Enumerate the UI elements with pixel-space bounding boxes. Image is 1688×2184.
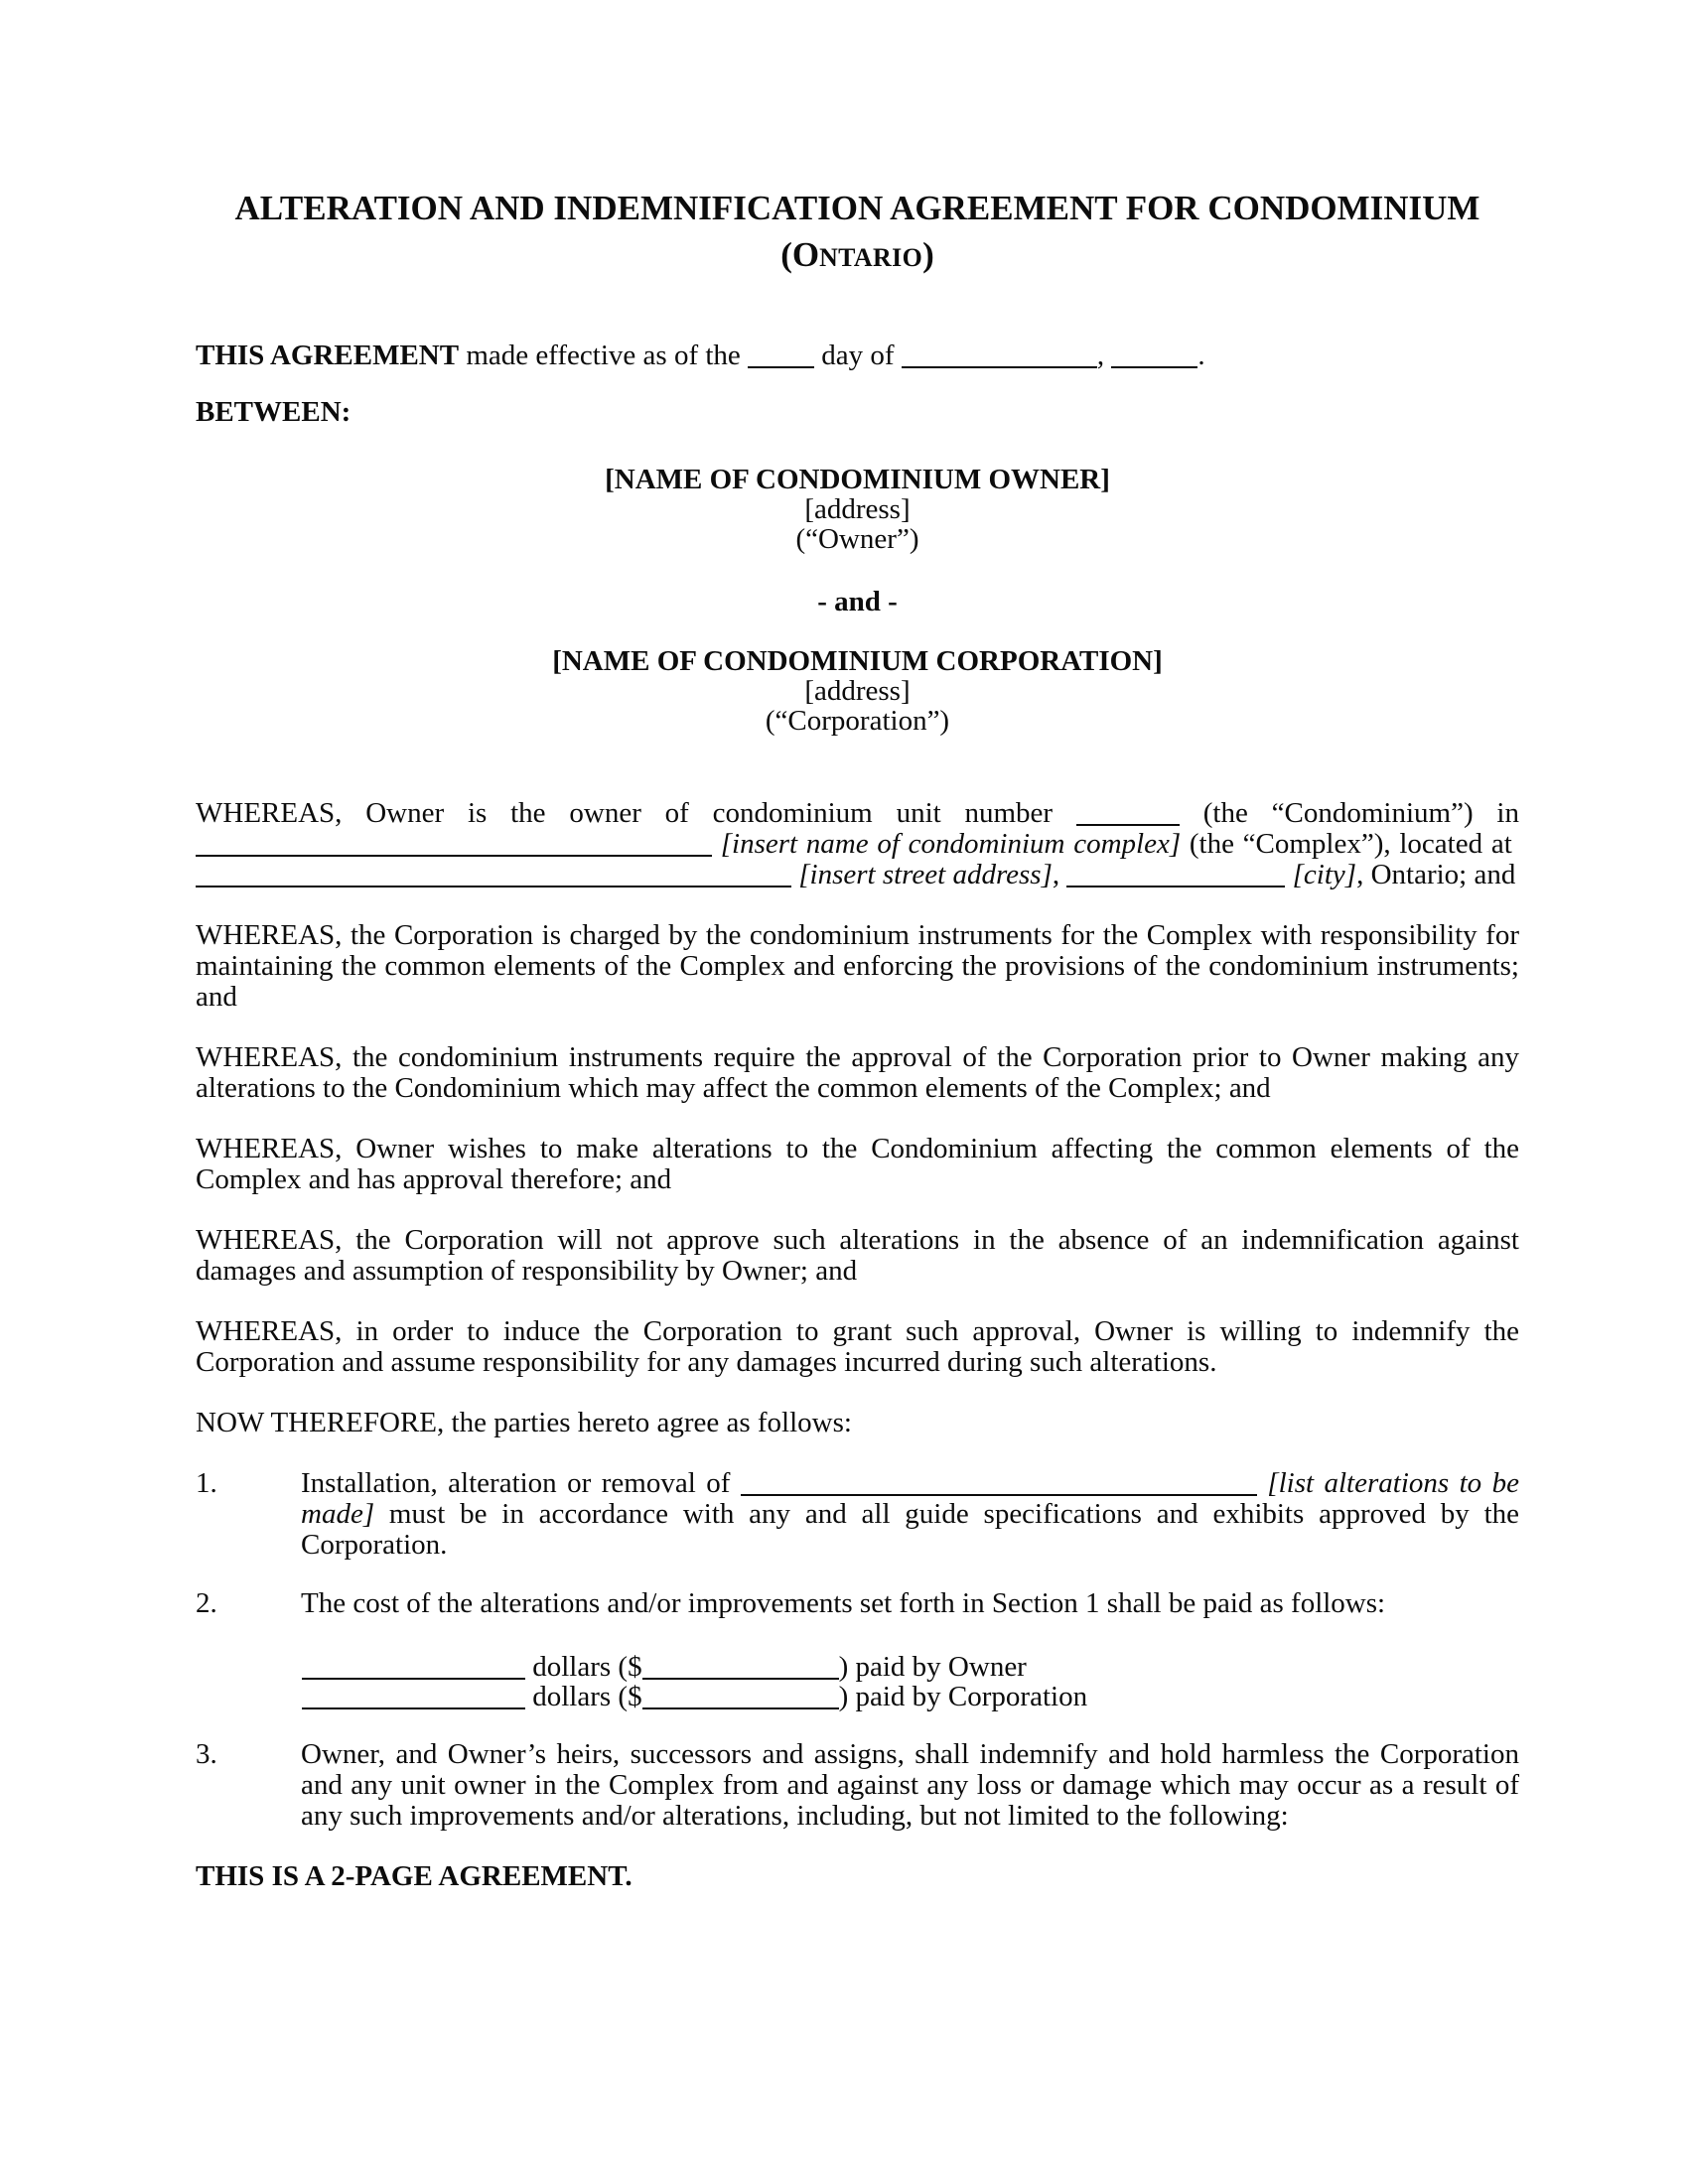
section-1-body xyxy=(301,1468,1519,1561)
text-run: WHEREAS, the condominium instruments require the approval of the Corporation prior to Owner making any alterations to the Condominium which may affect the common elements of the Complex; and xyxy=(196,1041,1519,1104)
text-run: dollars ($ xyxy=(525,1651,642,1683)
blank-line xyxy=(1076,800,1180,826)
recital-3 xyxy=(196,1042,1519,1104)
text-run: . xyxy=(1197,340,1205,371)
text-run: , xyxy=(1096,340,1112,371)
text-run: made effective as of the xyxy=(459,340,749,371)
recital-6 xyxy=(196,1316,1519,1378)
corporation-name: [NAME OF CONDOMINIUM CORPORATION] xyxy=(552,645,1163,677)
text-run: ) paid by Corporation xyxy=(838,1681,1088,1712)
text-run: ) paid by Owner xyxy=(838,1651,1027,1683)
payment-line-corporation xyxy=(302,1682,1519,1711)
section-2 xyxy=(196,1588,1519,1619)
text-run: WHEREAS, in order to induce the Corporation to grant such approval, Owner is willing to indemnify the Corporation and assume responsibility for any damages incurred during such alterations. xyxy=(196,1315,1519,1378)
section-2-number: 2. xyxy=(196,1587,217,1619)
text-run: day of xyxy=(814,340,902,371)
blank-line xyxy=(642,1684,839,1709)
payment-terms xyxy=(302,1652,1519,1711)
text-run: WHEREAS, Owner is the owner of condominium unit number xyxy=(196,797,1076,829)
owner-address: [address] xyxy=(804,493,911,525)
corporation-address: [address] xyxy=(804,675,911,707)
section-3 xyxy=(196,1739,1519,1832)
text-run: Owner, and Owner’s heirs, successors and assigns, shall indemnify and hold harmless the Corporation and any unit owner in the Complex from and against any loss or damage which may occur as a result of any such improvements and/or alterations, including, but not limited to the following: xyxy=(301,1738,1519,1832)
document-title xyxy=(196,185,1519,281)
now-therefore-clause xyxy=(196,1408,1519,1438)
section-2-body xyxy=(301,1588,1519,1619)
text-run: (the “Complex”), located xyxy=(1181,828,1491,860)
text-run: (the “Condominium”) in xyxy=(1179,797,1519,829)
text-run: WHEREAS, the Corporation will not approve such alterations in the absence of an indemnification against damages and assumption of responsibility by Owner; and xyxy=(196,1224,1519,1287)
blank-line xyxy=(902,342,1097,368)
text-run xyxy=(1285,859,1292,890)
corporation-alias: (“Corporation”) xyxy=(765,705,950,737)
recital-5 xyxy=(196,1225,1519,1287)
text-run xyxy=(1257,1467,1267,1499)
blank-line xyxy=(741,1470,1257,1496)
section-3-number: 3. xyxy=(196,1738,217,1770)
text-run: Installation, alteration or removal of xyxy=(301,1467,741,1499)
text-run: [insert street address] xyxy=(798,859,1053,890)
blank-line xyxy=(302,1654,525,1680)
text-run: The cost of the alterations and/or improvements set forth in Section 1 shall be paid as follows: xyxy=(301,1587,1386,1619)
recital-4 xyxy=(196,1134,1519,1195)
between-label: BETWEEN: xyxy=(196,396,352,428)
owner-party-block xyxy=(196,465,1519,554)
corporation-party-block xyxy=(196,646,1519,736)
text-run: NOW THEREFORE, the parties hereto agree as follows: xyxy=(196,1407,852,1438)
recital-2 xyxy=(196,920,1519,1013)
section-1 xyxy=(196,1468,1519,1561)
owner-alias: (“Owner”) xyxy=(795,523,919,555)
blank-line xyxy=(302,1684,525,1709)
blank-line xyxy=(748,342,814,368)
text-run: NTARIO xyxy=(819,243,923,272)
text-run: [insert name of condominium complex] xyxy=(720,828,1182,860)
text-run: WHEREAS, Owner wishes to make alterations to the Condominium affecting the common elements of the Complex and has approval therefore; and xyxy=(196,1133,1519,1195)
text-run: [list alterations to be made] xyxy=(301,1467,1520,1530)
text-run: ) xyxy=(922,235,934,274)
section-3-body xyxy=(301,1739,1519,1832)
text-run: WHEREAS, the Corporation is charged by the condominium instruments for the Complex with responsibility for maintaining the common elements of the Complex and enforcing the provisions of the condominium instruments; and xyxy=(196,919,1519,1013)
text-run: , xyxy=(1052,859,1067,890)
payment-line-owner xyxy=(302,1652,1519,1682)
text-run xyxy=(712,828,721,860)
text-run: must be in accordance with any and all guide specifications and exhibits approved by the Corporation. xyxy=(301,1498,1519,1561)
text-run: [city] xyxy=(1292,859,1357,890)
intro-clause xyxy=(196,341,1519,371)
blank-line xyxy=(1111,342,1197,368)
text-run: , Ontario; and xyxy=(1356,859,1516,890)
and-separator: - and - xyxy=(817,586,898,617)
section-1-number: 1. xyxy=(196,1467,217,1499)
blank-line xyxy=(196,862,791,887)
text-run: ALTERATION AND INDEMNIFICATION AGREEMENT FOR CONDOMINIUM (O xyxy=(234,189,1480,274)
text-run: dollars ($ xyxy=(525,1681,642,1712)
text-run: at xyxy=(1490,828,1520,860)
page-count-notice: THIS IS A 2-PAGE AGREEMENT. xyxy=(196,1860,633,1892)
text-run: THIS AGREEMENT xyxy=(196,340,460,371)
blank-line xyxy=(1066,862,1285,887)
blank-line xyxy=(642,1654,839,1680)
blank-line xyxy=(196,831,712,857)
owner-name: [NAME OF CONDOMINIUM OWNER] xyxy=(605,464,1110,495)
recital-1 xyxy=(196,798,1519,890)
